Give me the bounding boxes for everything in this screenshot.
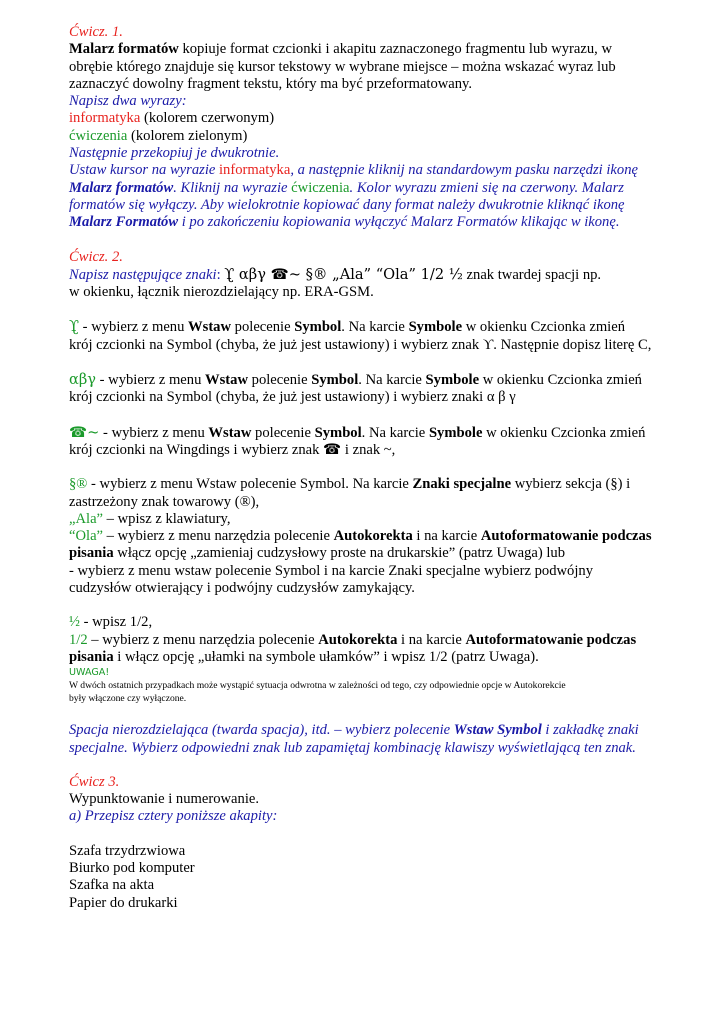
sym4-line-2: zastrzeżony znak towarowy (®),: [69, 493, 260, 510]
ex1-heading: Ćwicz. 1.: [69, 24, 123, 40]
malarz-formatow-term: Malarz formatów: [69, 41, 179, 58]
ola-line-1: “Ola” – wybierz z menu narzędzia polecenie Autokorekta i na karcie Autoformatowanie podczas: [69, 528, 652, 545]
ex1-step-line-4: Malarz Formatów i po zakończeniu kopiowania wyłączyć Malarz Formatów klikając w ikonę.: [69, 214, 620, 231]
frac-line-2: pisania i włącz opcję „ułamki na symbole ułamków” i wpisz 1/2 (patrz Uwaga).: [69, 648, 539, 665]
list-item: Szafka na akta: [69, 877, 155, 894]
sym1-line-2: krój czcionki na Symbol (chyba, że już jest ustawiony) i wybierz znak ϒ. Następnie dopisz literę C,: [69, 336, 652, 353]
ala-line: „Ala” – wpisz z klawiatury,: [69, 510, 231, 527]
section-registered-symbol: §®: [69, 476, 88, 493]
ex1-step-line-2: Malarz formatów. Kliknij na wyrazie ćwiczenia. Kolor wyrazu zmieni się na czerwony. Malarz: [69, 179, 624, 196]
ola-line-2: pisania włącz opcję „zamieniaj cudzysłowy proste na drukarskie” (patrz Uwaga) lub: [69, 545, 566, 562]
sym4-line-1: §® - wybierz z menu Wstaw polecenie Symbol. Na karcie Znaki specjalne wybierz sekcja (§) i: [69, 476, 631, 493]
symbols-sample: ϒ̢ αβγ ☎~ §® „Ala” “Ola” 1/2 ½: [224, 265, 463, 283]
note-label: UWAGA!: [69, 667, 110, 679]
space-line-1: Spacja nierozdzielająca (twarda spacja), itd. – wybierz polecenie Wstaw Symbol i zakładkę znaki: [69, 722, 639, 739]
list-item: Biurko pod komputer: [69, 859, 195, 876]
ex1-write-two: Napisz dwa wyrazy:: [69, 93, 187, 110]
ex3-subtitle: Wypunktowanie i numerowanie.: [69, 791, 260, 808]
frac-line-1: 1/2 – wybierz z menu narzędzia polecenie Autokorekta i na karcie Autoformatowanie podczas: [69, 631, 637, 648]
half-line: ½ - wpisz 1/2,: [69, 614, 153, 631]
note-line-1: W dwóch ostatnich przypadkach może wystąpić sytuacja odwrotna w zależności od tego, czy odpowiednie opcje w Autokorekcie: [69, 680, 566, 692]
ex3-task: a) Przepisz cztery poniższe akapity:: [69, 808, 278, 825]
list-item: Papier do drukarki: [69, 894, 178, 911]
ex1-copy-twice: Następnie przekopiuj je dwukrotnie.: [69, 145, 280, 162]
ex1-intro-line-3: zaznaczyć dowolny fragment tekstu, który ma być przeformatowany.: [69, 75, 473, 92]
ex1-step-line-1: Ustaw kursor na wyrazie informatyka, a następnie kliknij na standardowym pasku narzędzi ikonę: [69, 162, 638, 179]
ex1-word2-line: ćwiczenia (kolorem zielonym): [69, 127, 248, 144]
ex1-step-line-3: formatów się wyłączy. Aby wielokrotnie kopiować dany format należy dwukrotnie kliknąć ikonę: [69, 196, 625, 213]
ex2-write-line-1: Napisz następujące znaki: ϒ̢ αβγ ☎~ §® „Ala” “Ola” 1/2 ½ znak twardej spacji np.: [69, 265, 602, 283]
space-line-2: specjalne. Wybierz odpowiedni znak lub zapamiętaj kombinację klawiszy wyświetlającą ten znak.: [69, 739, 636, 756]
ex1-intro-line-1: Malarz formatów kopiuje format czcionki i akapitu zaznaczonego fragmentu lub wyrazu, w: [69, 41, 612, 58]
document-page: [69, 24, 659, 912]
sym2-line-2: krój czcionki na Symbol (chyba, że już jest ustawiony) i wybierz znaki α β γ: [69, 389, 516, 406]
ex1-intro-line-2: obrębie którego znajduje się kursor tekstowy w wybrane miejsce – można wskazać wyraz lub: [69, 58, 616, 75]
note-line-2: były włączone czy wyłączone.: [69, 693, 187, 705]
ola-line-4: cudzysłów otwierający i podwójny cudzysłów zamykający.: [69, 580, 415, 597]
greek-letters-symbol: αβγ: [69, 371, 97, 389]
ala-quote: „Ala”: [69, 510, 104, 527]
ola-quote: “Ola”: [69, 528, 104, 545]
upsilon-hook-symbol: ϒ̢: [69, 318, 80, 336]
fraction-text: 1/2: [69, 631, 88, 648]
ola-line-3: - wybierz z menu wstaw polecenie Symbol i na karcie Znaki specjalne wybierz podwójny: [69, 562, 593, 579]
ex2-write-line-2: w okienku, łącznik nierozdzielający np. ERA-GSM.: [69, 284, 374, 301]
sym1-line-1: ϒ̢ - wybierz z menu Wstaw polecenie Symbol. Na karcie Symbole w okienku Czcionka zmień: [69, 318, 625, 336]
telephone-icon: ☎~: [69, 423, 100, 441]
sym3-line-1: ☎~ - wybierz z menu Wstaw polecenie Symbol. Na karcie Symbole w okienku Czcionka zmień: [69, 423, 646, 441]
ex2-heading: Ćwicz. 2.: [69, 248, 123, 265]
word-informatyka: informatyka: [69, 110, 141, 127]
ex1-word1-line: informatyka (kolorem czerwonym): [69, 110, 275, 127]
half-symbol: ½: [69, 614, 80, 631]
sym3-line-2: krój czcionki na Wingdings i wybierz znak ☎ i znak ~,: [69, 441, 396, 458]
word-cwiczenia: ćwiczenia: [69, 127, 128, 144]
list-item: Szafa trzydrzwiowa: [69, 842, 186, 859]
ex3-heading: Ćwicz 3.: [69, 773, 120, 790]
sym2-line-1: αβγ - wybierz z menu Wstaw polecenie Symbol. Na karcie Symbole w okienku Czcionka zmień: [69, 371, 642, 389]
